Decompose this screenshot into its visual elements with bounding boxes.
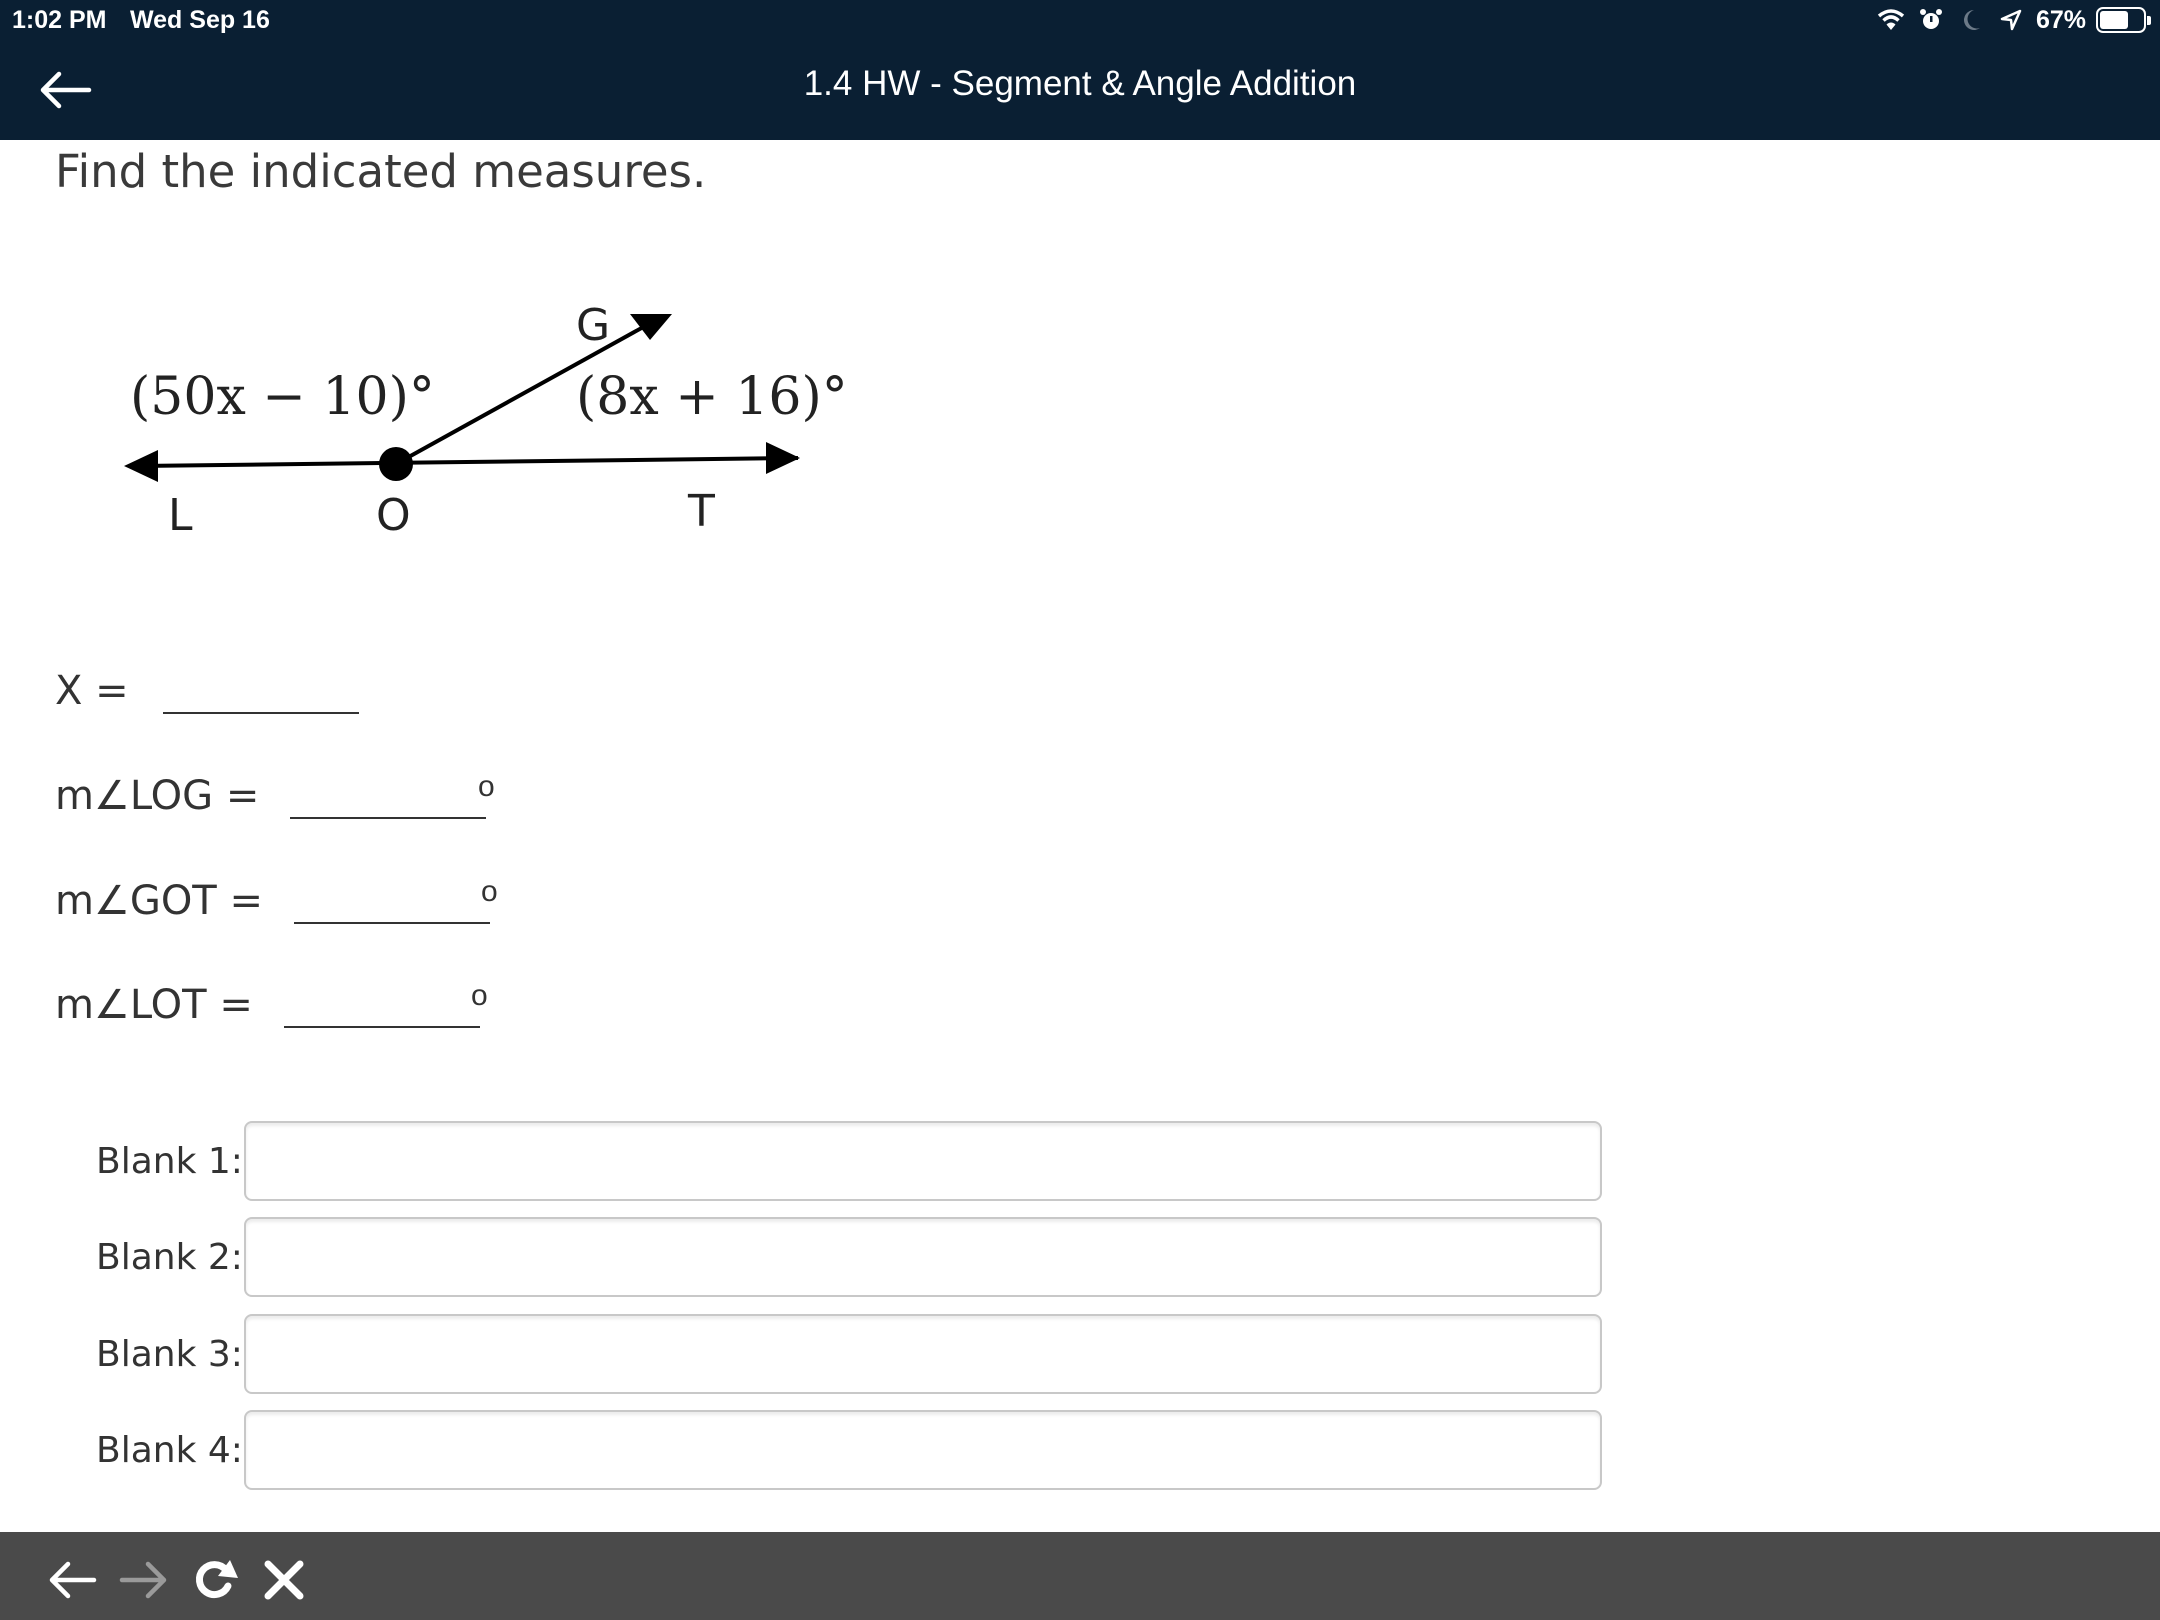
log-label: m∠LOG = — [55, 773, 260, 819]
label-l: L — [168, 490, 193, 541]
got-answer-row — [55, 878, 490, 924]
status-icons — [1876, 4, 2146, 36]
log-blank-line — [290, 777, 486, 819]
blank-input-1[interactable] — [244, 1121, 1602, 1201]
forward-arrow-icon — [118, 1558, 170, 1602]
blank-row-3 — [96, 1314, 1602, 1394]
label-o: O — [376, 490, 411, 541]
status-time: 1:02 PM — [12, 6, 107, 34]
x-label: X = — [55, 668, 129, 714]
battery-percent: 67% — [2035, 5, 2086, 34]
toolbar-back-button[interactable] — [44, 1552, 100, 1608]
log-answer-row — [55, 773, 486, 819]
x-answer-row — [55, 668, 359, 714]
blank-input-4[interactable] — [244, 1410, 1602, 1490]
vertex-point — [379, 447, 413, 481]
question-instructions: Find the indicated measures. — [55, 145, 707, 198]
blank-label-3: Blank 3: — [96, 1333, 243, 1375]
blank-label-2: Blank 2: — [96, 1236, 243, 1278]
lot-blank-line — [284, 986, 480, 1028]
toolbar-refresh-button[interactable] — [186, 1552, 242, 1608]
left-arrowhead — [124, 450, 158, 482]
ray-arrowhead — [630, 314, 672, 340]
log-degree-symbol: o — [478, 770, 495, 803]
label-g: G — [576, 300, 611, 351]
battery-icon — [2096, 7, 2146, 33]
browser-toolbar — [0, 1532, 2160, 1620]
angle-diagram — [110, 280, 910, 550]
toolbar-forward-button[interactable] — [116, 1552, 172, 1608]
angle-right-expression: (8x + 16)° — [576, 367, 848, 427]
lot-degree-symbol: o — [471, 979, 488, 1012]
wifi-icon — [1876, 6, 1906, 34]
page-title: 1.4 HW - Segment & Angle Addition — [803, 64, 1357, 103]
blank-input-3[interactable] — [244, 1314, 1602, 1394]
right-arrowhead — [766, 442, 800, 474]
blank-label-4: Blank 4: — [96, 1429, 243, 1471]
blank-input-2[interactable] — [244, 1217, 1602, 1297]
back-arrow-icon — [46, 1558, 98, 1602]
label-t: T — [688, 486, 715, 537]
top-bar — [0, 0, 2160, 140]
lot-answer-row — [55, 982, 480, 1028]
status-date: Wed Sep 16 — [130, 6, 270, 34]
got-label: m∠GOT = — [55, 878, 263, 924]
got-blank-line — [294, 882, 490, 924]
x-blank-line — [163, 672, 359, 714]
blank-row-2 — [96, 1217, 1602, 1297]
blank-row-1 — [96, 1121, 1602, 1201]
got-degree-symbol: o — [481, 875, 498, 908]
close-icon — [260, 1556, 308, 1604]
location-icon — [1996, 6, 2026, 34]
alarm-icon — [1916, 6, 1946, 34]
toolbar-close-button[interactable] — [256, 1552, 312, 1608]
blank-row-4 — [96, 1410, 1602, 1490]
lot-label: m∠LOT = — [55, 982, 253, 1028]
refresh-icon — [188, 1554, 240, 1606]
moon-icon — [1956, 6, 1986, 34]
blank-label-1: Blank 1: — [96, 1140, 243, 1182]
angle-left-expression: (50x − 10)° — [130, 367, 435, 427]
